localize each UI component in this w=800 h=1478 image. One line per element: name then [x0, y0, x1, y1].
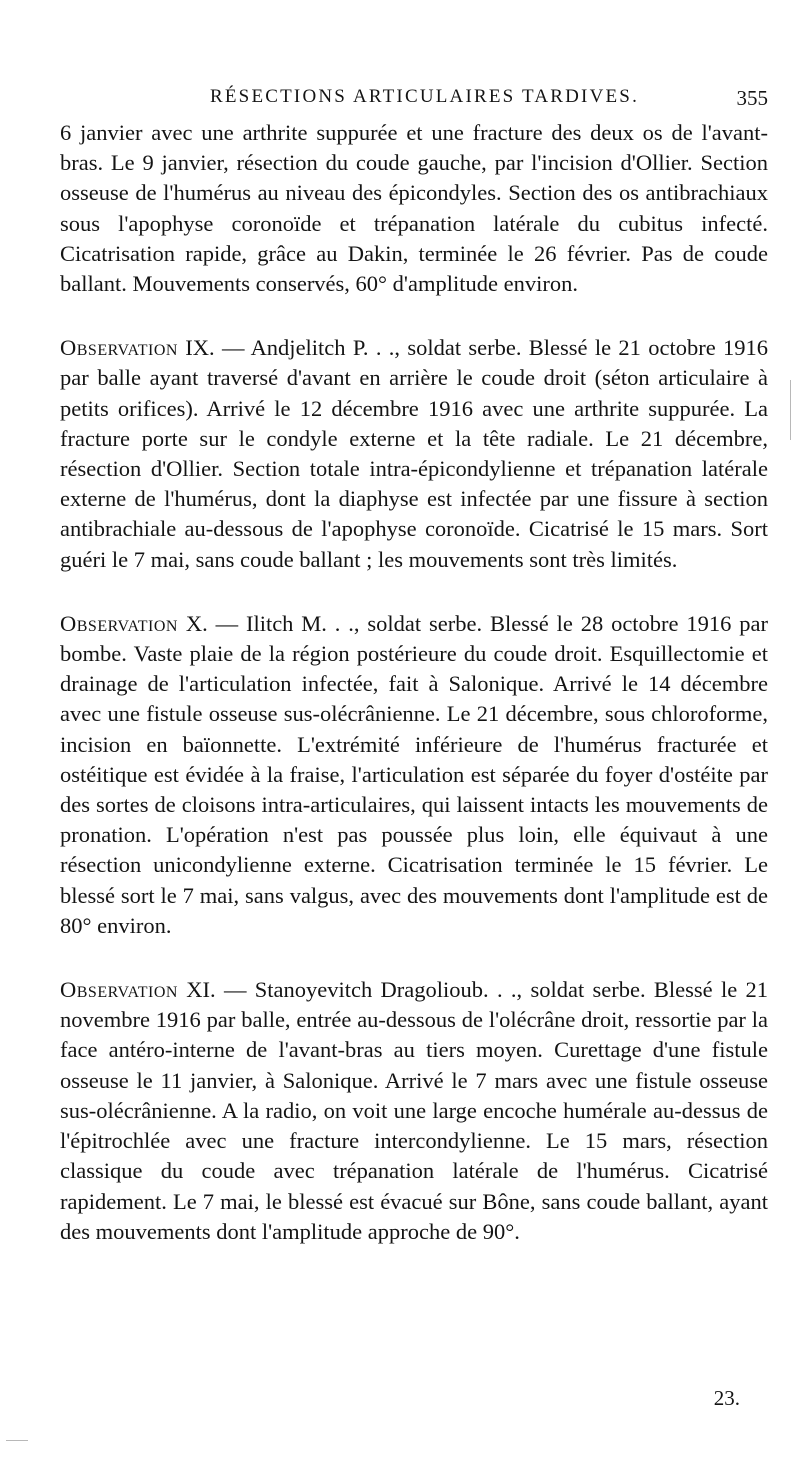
body-text [60, 118, 768, 1247]
running-title: RÉSECTIONS ARTICULAIRES TARDIVES. [210, 86, 640, 107]
observation-label: Observation [60, 335, 178, 361]
running-head [60, 86, 768, 116]
signature-mark: 23. [713, 1386, 740, 1410]
paragraph-text: — Ilitch M. . ., soldat serbe. Blessé le 28 octobre 1916 par bombe. Vaste plaie de la région postérieure du coude droit. Esquillectomie et drainage de l'articulation infectée, fait à Salonique. Arrivé le 14 décembre avec une fistule osseuse sus-olécrânienne. Le 21 décembre, sous chloroforme, incision en baïonnette. L'extrémité inférieure de l'humérus fracturée et ostéitique est évidée à la fraise, l'articulation est séparée du foyer d'ostéite par des sortes de cloisons intra-articulaires, qui laissent intacts les mouvements de pronation. L'opération n'est pas poussée plus loin, elle équivaut à une résection unicondylienne externe. Cicatrisation terminée le 15 février. Le blessé sort le 7 mai, sans valgus, avec des mouvements dont l'amplitude est de 80° environ. [60, 610, 769, 938]
observation-ix [60, 333, 768, 575]
paragraph-continuation [60, 118, 768, 299]
scan-edge-mark [790, 380, 791, 440]
observation-xi [60, 975, 768, 1247]
observation-label: Observation [60, 977, 178, 1003]
observation-number: XI. [186, 977, 216, 1003]
paragraph-text: — Andjelitch P. . ., soldat serbe. Blessé le 21 octobre 1916 par balle ayant traversé d'avant en arrière le coude droit (séton articulaire à petits orifices). Arrivé le 12 décembre 1916 avec une arthrite suppurée. La fracture porte sur le condyle externe et la tête radiale. Le 21 décembre, résection d'Ollier. Section totale intra-épicondylienne et trépanation latérale externe de l'humérus, dont la diaphyse est infectée par une fissure à section antibrachiale au-dessous de l'apophyse coronoïde. Cicatrisé le 15 mars. Sort guéri le 7 mai, sans coude ballant ; les mouvements sont très limités. [60, 335, 769, 572]
observation-number: X. [185, 610, 208, 636]
observation-label: Observation [60, 610, 178, 636]
paragraph-text: 6 janvier avec une arthrite suppurée et une fracture des deux os de l'avant-bras. Le 9 janvier, résection du coude gauche, par l'incision d'Ollier. Section osseuse de l'humérus au niveau des épicondyles. Section des os antibrachiaux sous l'apophyse coronoïde et trépanation latérale du cubitus infecté. Cicatrisation rapide, grâce au Dakin, terminée le 26 février. Pas de coude ballant. Mouvements conservés, 60° d'amplitude environ. [60, 120, 768, 297]
page-number: 355 [736, 86, 768, 110]
observation-x [60, 609, 768, 941]
observation-number: IX. [185, 335, 215, 361]
scan-edge-mark [6, 1440, 28, 1441]
paragraph-text: — Stanoyevitch Dragolioub. . ., soldat serbe. Blessé le 21 novembre 1916 par balle, entrée au-dessous de l'olécrâne droit, ressortie par la face antéro-interne de l'avant-bras au tiers moyen. Curettage d'une fistule osseuse le 11 janvier, à Salonique. Arrivé le 7 mars avec une fistule osseuse sus-olécrânienne. A la radio, on voit une large encoche humérale au-dessus de l'épitrochlée avec une fracture intercondylienne. Le 15 mars, résection classique du coude avec trépanation latérale de l'humérus. Cicatrisé rapidement. Le 7 mai, le blessé est évacué sur Bône, sans coude ballant, ayant des mouvements dont l'amplitude approche de 90°. [60, 977, 769, 1244]
